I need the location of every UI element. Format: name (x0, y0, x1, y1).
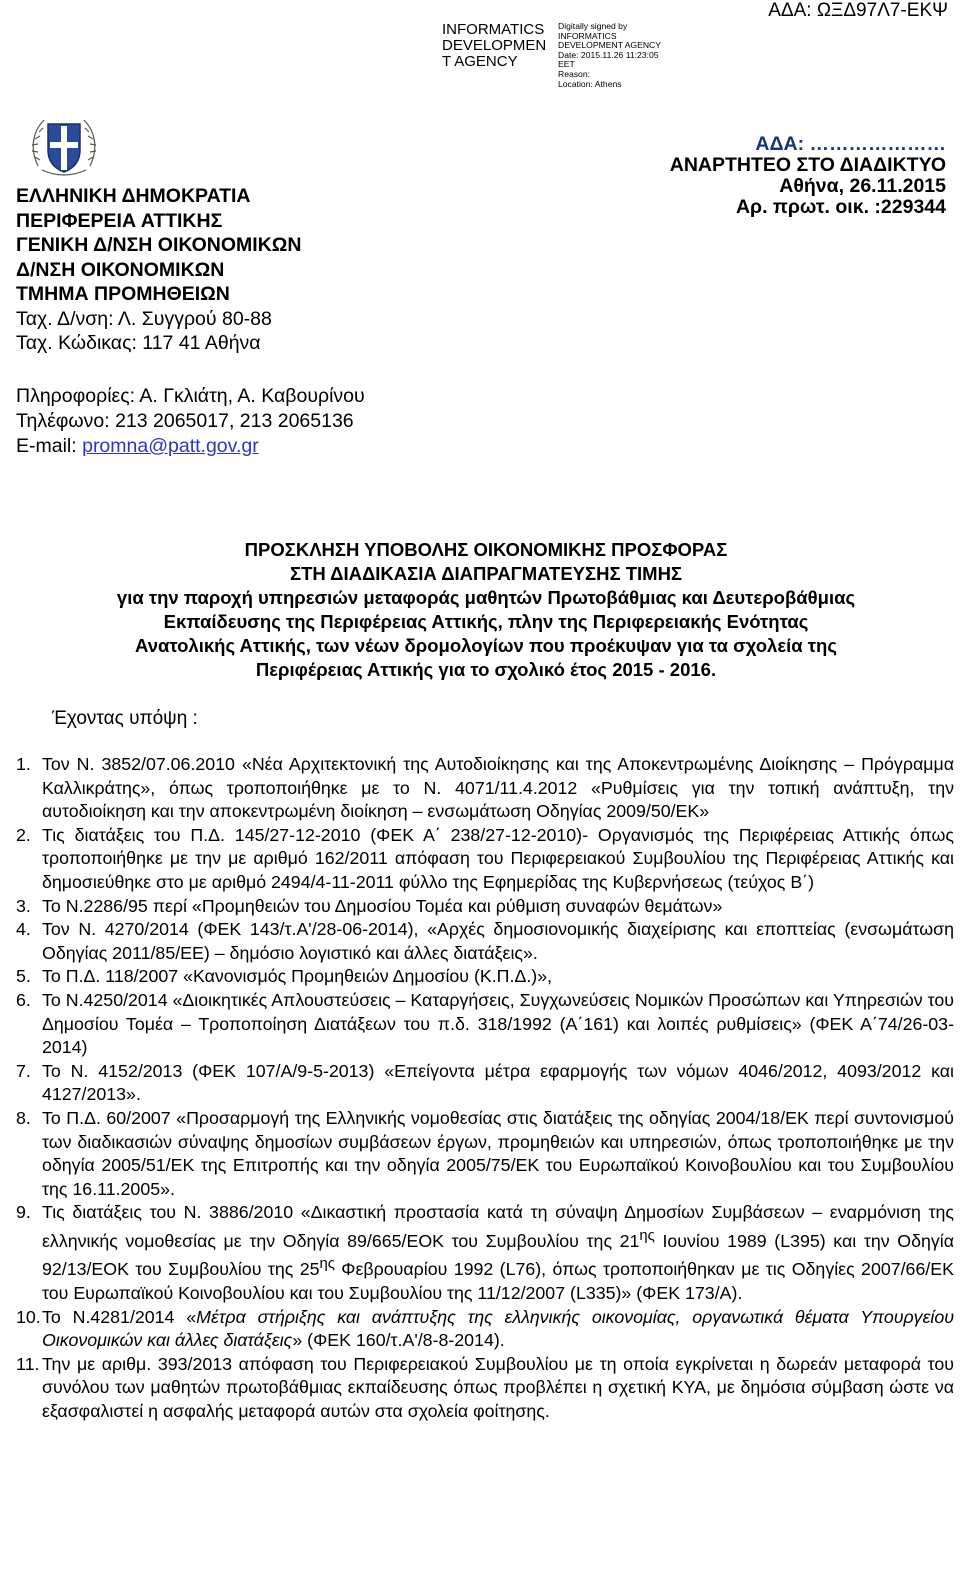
sender-line: ΠΕΡΙΦΕΡΕΙΑ ΑΤΤΙΚΗΣ (16, 209, 223, 232)
item-text: Το Ν.4250/2014 «Διοικητικές Απλουστεύσεις – Καταργήσεις, Συγχωνεύσεις Νομικών Προσώπων και Υπηρεσιών του Δημοσίου Τομέα – Τροποποίηση Διατάξεων του π.δ. 318/1992 (Α΄161) και λοιπές ρυθμίσεις» (ΦΕΚ Α΄74/26-03-2014) (42, 989, 954, 1058)
item-text: Το Ν. 4152/2013 (ΦΕΚ 107/Α/9-5-2013) «Επείγοντα μέτρα εφαρμογής των νόμων 4046/2012, 4093/2012 και 4127/2013». (42, 1060, 954, 1105)
item-text: Την με αριθμ. 393/2013 απόφαση του Περιφερειακού Συμβουλίου με τη οποία εγκρίνεται η δωρεάν μεταφορά του συνόλου των μαθητών πρωτοβάθμιας εκπαίδευσης όπως προβλέπει η σχετική ΚΥΑ, με δημόσια σύμβαση ώστε να εξασφαλιστεί η ασφαλής μεταφορά αυτών στα σχολεία φοίτησης. (42, 1353, 954, 1421)
signature-detail-line: Location: Athens (558, 78, 622, 89)
item-number: 10. (16, 1306, 41, 1327)
sender-header (16, 184, 301, 356)
invitation-title (46, 538, 926, 682)
item-text: Το Π.Δ. 118/2007 «Κανονισμός Προμηθειών Δημοσίου (Κ.Π.Δ.)», (42, 966, 553, 987)
list-item (16, 895, 954, 919)
posting-note: ΑΝΑΡΤΗΤΕΟ ΣΤΟ ΔΙΑΔΙΚΤΥΟ (669, 154, 946, 176)
signature-detail-line: Digitally signed by (558, 21, 628, 31)
signature-detail-line: DEVELOPMENT AGENCY (558, 40, 661, 51)
item-text-part: Φεβρουαρίου 1992 (L76), όπως τροποποιήθηκαν με τις Οδηγίες 2007/66/ΕΚ του Ευρωπαϊκού Κοινοβουλίου και του Συμβουλίου της 11/12/2007 (L335)» (ΦΕΚ 173/Α). (42, 1259, 954, 1303)
document-date: Αθήνα, 26.11.2015 (779, 175, 946, 197)
item-text-part: » (ΦΕΚ 160/τ.Α'/8-8-2014). (292, 1330, 505, 1351)
sender-line: ΓΕΝΙΚΗ Δ/ΝΣΗ ΟΙΚΟΝΟΜΙΚΩΝ (16, 234, 302, 256)
greek-emblem-icon (28, 110, 100, 182)
legal-basis-list (16, 753, 954, 1423)
list-item (16, 918, 954, 965)
contact-phone: Τηλέφωνο: 213 2065017, 213 2065136 (16, 410, 354, 432)
list-item (16, 989, 954, 1060)
item-text-part: Το Ν.4281/2014 « (42, 1306, 197, 1327)
protocol-number: Αρ. πρωτ. οικ. :229344 (735, 196, 946, 218)
item-number: 1. (16, 754, 31, 774)
list-item (16, 1107, 954, 1201)
item-text (42, 1306, 954, 1353)
item-number: 2. (16, 824, 31, 845)
item-number: 4. (16, 919, 31, 940)
considering-heading: Έχοντας υπόψη : (52, 708, 198, 729)
sender-line: ΤΜΗΜΑ ΠΡΟΜΗΘΕΙΩΝ (16, 283, 230, 305)
item-number: 7. (16, 1060, 31, 1081)
title-line: Ανατολικής Αττικής, των νέων δρομολογίων που προέκυψαν για τα σχολεία της (135, 635, 837, 656)
signature-detail-line: EET (558, 59, 575, 70)
signature-detail-line: Reason: (558, 68, 591, 79)
list-item (16, 1353, 954, 1424)
item-text-part: Ιουνίου 1989 (L395) και την Οδηγία 92/13/ΕΟΚ του Συμβουλίου της 25 (42, 1230, 954, 1280)
signature-details (558, 22, 693, 89)
contact-info (16, 384, 365, 459)
signature-agency-line: INFORMATICS (442, 21, 545, 38)
email-link[interactable]: promna@patt.gov.gr (82, 435, 259, 457)
item-text (42, 1201, 954, 1305)
item-number: 5. (16, 966, 31, 987)
title-line: ΠΡΟΣΚΛΗΣΗ ΥΠΟΒΟΛΗΣ ΟΙΚΟΝΟΜΙΚΗΣ ΠΡΟΣΦΟΡΑΣ (244, 539, 728, 560)
list-item (16, 824, 954, 895)
signature-agency-line: T AGENCY (442, 53, 518, 70)
list-item (16, 1060, 954, 1107)
document-reference (670, 134, 946, 218)
title-line: για την παροχή υπηρεσιών μεταφοράς μαθητών Πρωτοβάθμιας και Δευτεροβάθμιας (116, 587, 856, 608)
signature-detail-line: Date: 2015.11.26 11:23:05 (558, 49, 659, 60)
item-text: Τις διατάξεις του Π.Δ. 145/27-12-2010 (ΦΕΚ Α΄ 238/27-12-2010)- Οργανισμός της Περιφέρειας Αττικής όπως τροποποιήθηκε με την με αριθμό 162/2011 απόφαση του Περιφερειακού Συμβουλίου της Περιφέρειας Αττικής και δημοσιεύθηκε στο με αριθμό 2494/4-11-2011 φύλλο της Εφημερίδας της Κυβερνήσεως (τεύχος Β΄) (42, 824, 954, 892)
title-line: ΣΤΗ ΔΙΑΔΙΚΑΣΙΑ ΔΙΑΠΡΑΓΜΑΤΕΥΣΗΣ ΤΙΜΗΣ (289, 563, 683, 584)
ada-placeholder: ΑΔΑ: ………………… (755, 133, 946, 155)
item-text: Το Π.Δ. 60/2007 «Προσαρμογή της Ελληνικής νομοθεσίας στις διατάξεις της οδηγίας 2004/18/ΕΚ περί συντονισμού των διαδικασιών σύναψης δημοσίων συμβάσεων έργων, προμηθειών και υπηρεσιών, όπως τροποποιήθηκε με την οδηγία 2005/51/ΕΚ της Επιτροπής και την οδηγία 2005/75/ΕΚ του Ευρωπαϊκού Κοινοβουλίου και του Συμβουλίου της 16.11.2005». (42, 1107, 954, 1199)
item-text: Τον Ν. 4270/2014 (ΦΕΚ 143/τ.Α'/28-06-2014), «Αρχές δημοσιονομικής διαχείρισης και εποπτείας (ενσωμάτωση Οδηγίας 2011/85/ΕΕ) – δημόσιο λογιστικό και άλλες διατάξεις». (42, 919, 954, 963)
item-text: Το Ν.2286/95 περί «Προμηθειών του Δημοσίου Τομέα και ρύθμιση συναφών θεμάτων» (42, 895, 723, 916)
sender-address-line: Ταχ. Δ/νση: Λ. Συγγρού 80-88 (16, 307, 272, 330)
item-number: 6. (16, 989, 31, 1010)
item-text: Τον Ν. 3852/07.06.2010 «Νέα Αρχιτεκτονική της Αυτοδιοίκησης και της Αποκεντρωμένης Διοίκησης – Πρόγραμμα Καλλικράτης», όπως τροποποιήθηκε με το Ν. 4071/11.4.2012 «Ρυθμίσεις για την τοπική ανάπτυξη, την αυτοδιοίκηση και την αποκεντρωμένη διοίκηση – ενσωμάτωση Οδηγίας 2009/50/ΕΚ» (42, 754, 954, 822)
item-number: 9. (16, 1202, 31, 1223)
signature-agency-line: DEVELOPMEN (442, 37, 547, 54)
contact-email-row (16, 434, 365, 459)
item-number: 11. (16, 1353, 40, 1374)
signature-agency (442, 22, 554, 70)
item-text-part: Τις διατάξεις του Ν. 3886/2010 «Δικαστική προστασία κατά τη σύναψη Δημοσίων Συμβάσεων – εναρμόνιση της ελληνικής νομοθεσίας με την Οδηγία 89/665/ΕΟΚ του Συμβουλίου της 21 (42, 1202, 954, 1251)
list-item (16, 1201, 954, 1305)
sender-address-line: Ταχ. Κώδικας: 117 41 Αθήνα (16, 332, 261, 354)
sender-line: Δ/ΝΣΗ ΟΙΚΟΝΟΜΙΚΩΝ (16, 258, 225, 281)
title-line: Περιφέρειας Αττικής για το σχολικό έτος 2015 - 2016. (255, 659, 717, 680)
sender-line: ΕΛΛΗΝΙΚΗ ΔΗΜΟΚΡΑΤΙΑ (16, 185, 251, 207)
list-item (16, 753, 954, 824)
ada-code-top: ΑΔΑ: ΩΞΔ97Λ7-ΕΚΨ (768, 0, 948, 21)
list-item (16, 965, 954, 989)
item-number: 3. (16, 895, 31, 916)
list-item (16, 1306, 954, 1353)
title-line: Εκπαίδευσης της Περιφέρειας Αττικής, πλην της Περιφερειακής Ενότητας (163, 611, 809, 632)
item-number: 8. (16, 1107, 31, 1128)
signature-detail-line: INFORMATICS (558, 30, 617, 41)
item-superscript: ης (639, 1227, 655, 1244)
contact-persons: Πληροφορίες: Α. Γκλιάτη, Α. Καβουρίνου (16, 385, 365, 407)
item-superscript: ης (319, 1256, 335, 1273)
email-label: E-mail: (16, 435, 83, 457)
item-italic-title: Μέτρα στήριξης και ανάπτυξης της ελληνικής οικονομίας, οργανωτικά θέματα Υπουργείου Οικονομικών και άλλες διατάξεις (42, 1306, 954, 1351)
